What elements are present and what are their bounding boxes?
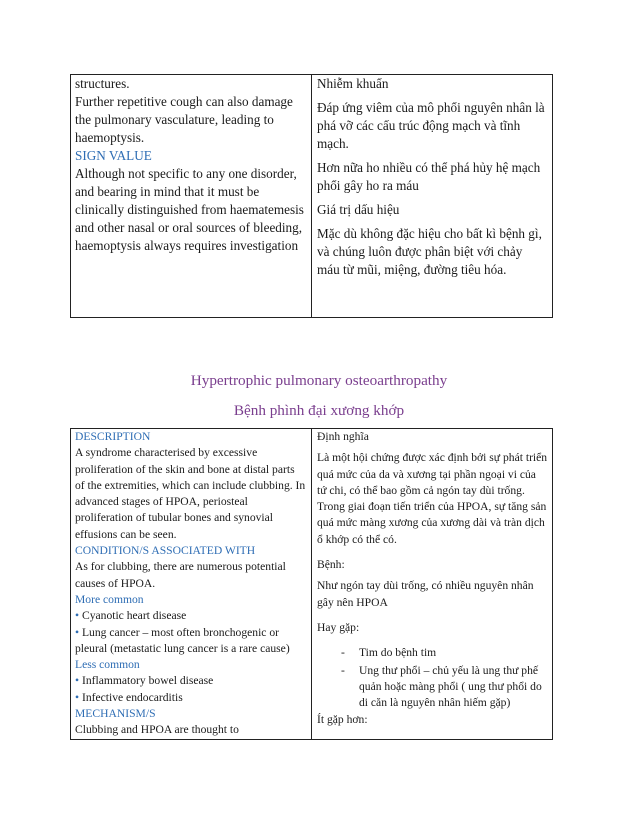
- mechanism-heading: MECHANISM/S: [75, 707, 156, 721]
- common-item-1: - Tim do bệnh tim: [341, 645, 548, 661]
- condition-text: As for clubbing, there are numerous potential causes of HPOA.: [75, 560, 286, 590]
- table1-right-text-4: Giá trị dấu hiệu: [317, 202, 400, 217]
- less-common-heading-vi: Ít gặp hơn:: [317, 713, 368, 727]
- list-item: [75, 625, 307, 658]
- less-common-heading: Less common: [75, 658, 140, 672]
- description-heading: DESCRIPTION: [75, 430, 151, 443]
- table2-left-column: [71, 429, 312, 739]
- section-title-vietnamese: Bệnh phình đại xương khớp: [233, 402, 405, 419]
- disease-text: Như ngón tay dùi trống, có nhiều nguyên nhân gây nên HPOA: [317, 579, 534, 609]
- common-list: [317, 645, 548, 711]
- table1-left-text-3: Although not specific to any one disorder, and bearing in mind that it must be clinically distinguished from haematemesis and other nasal or oral sources of bleeding, haemoptysis always requires investigation: [75, 166, 304, 253]
- less-common-item-2: Infective endocarditis: [81, 690, 183, 704]
- list-item: [75, 673, 307, 689]
- condition-heading: CONDITION/S ASSOCIATED WITH: [75, 544, 256, 558]
- list-item: [75, 690, 307, 706]
- definition-heading: Định nghĩa: [317, 430, 369, 443]
- more-common-heading: More common: [75, 592, 144, 606]
- table1-right-text-3: Hơn nữa ho nhiều có thể phá hủy hệ mạch phổi gây ho ra máu: [317, 160, 541, 193]
- table1-right-column: [312, 75, 552, 317]
- table1-right-text-1: Nhiễm khuẩn: [317, 76, 389, 91]
- list-item: [75, 608, 307, 624]
- more-common-item-2: Lung cancer – most often bronchogenic or pleural (metastatic lung cancer is a rare cause): [75, 625, 290, 655]
- mechanism-text: Clubbing and HPOA are thought to: [75, 723, 239, 737]
- disease-heading: Bệnh:: [317, 558, 345, 572]
- section-title-english: Hypertrophic pulmonary osteoarthropathy: [190, 372, 448, 389]
- table1-right-text-2: Đáp ứng viêm của mô phổi nguyên nhân là phá vỡ các cấu trúc động mạch và tĩnh mạch.: [317, 100, 545, 151]
- description-text: A syndrome characterised by excessive proliferation of the skin and bone at distal parts of the extremities, which can include clubbing. In advanced stages of HPOA, periosteal proliferation of tubular bones and synovial effusions can be seen.: [75, 446, 306, 541]
- table1-left-text-1: structures.: [75, 76, 130, 91]
- bullet-icon: •: [75, 674, 80, 688]
- table-hpoa: [70, 428, 553, 740]
- table-haemoptysis: [70, 74, 553, 318]
- table1-left-column: [71, 75, 312, 317]
- bullet-icon: •: [75, 609, 80, 623]
- table1-right-text-5: Mặc dù không đặc hiệu cho bất kì bệnh gì, và chúng luôn được phân biệt với chảy máu từ mũi, miệng, đường tiêu hóa.: [317, 226, 542, 277]
- sign-value-heading: SIGN VALUE: [75, 148, 152, 163]
- common-item-2: - Ung thư phổi – chủ yếu là ung thư phế quản hoặc màng phổi ( ung thư phổi do di căn là nguyên nhân hiếm gặp): [341, 663, 548, 712]
- less-common-item-1: Inflammatory bowel disease: [81, 674, 214, 688]
- bullet-icon: •: [75, 690, 80, 704]
- common-heading: Hay gặp:: [317, 620, 360, 634]
- bullet-icon: •: [75, 625, 80, 639]
- definition-text: Là một hội chứng được xác định bởi sự phát triển quá mức của da và xương tại phần ngoại vi của tứ chi, có thể bao gồm cả ngón tay dùi trống. Trong giai đoạn tiến triển của HPOA, sự tăng sản quá mức màng xương của xương dài và tràn dịch ổ khớp có thể có.: [317, 451, 548, 546]
- more-common-item-1: Cyanotic heart disease: [81, 609, 187, 623]
- table1-left-text-2: Further repetitive cough can also damage the pulmonary vasculature, leading to haemoptysis.: [75, 94, 293, 145]
- table2-right-column: [312, 429, 552, 739]
